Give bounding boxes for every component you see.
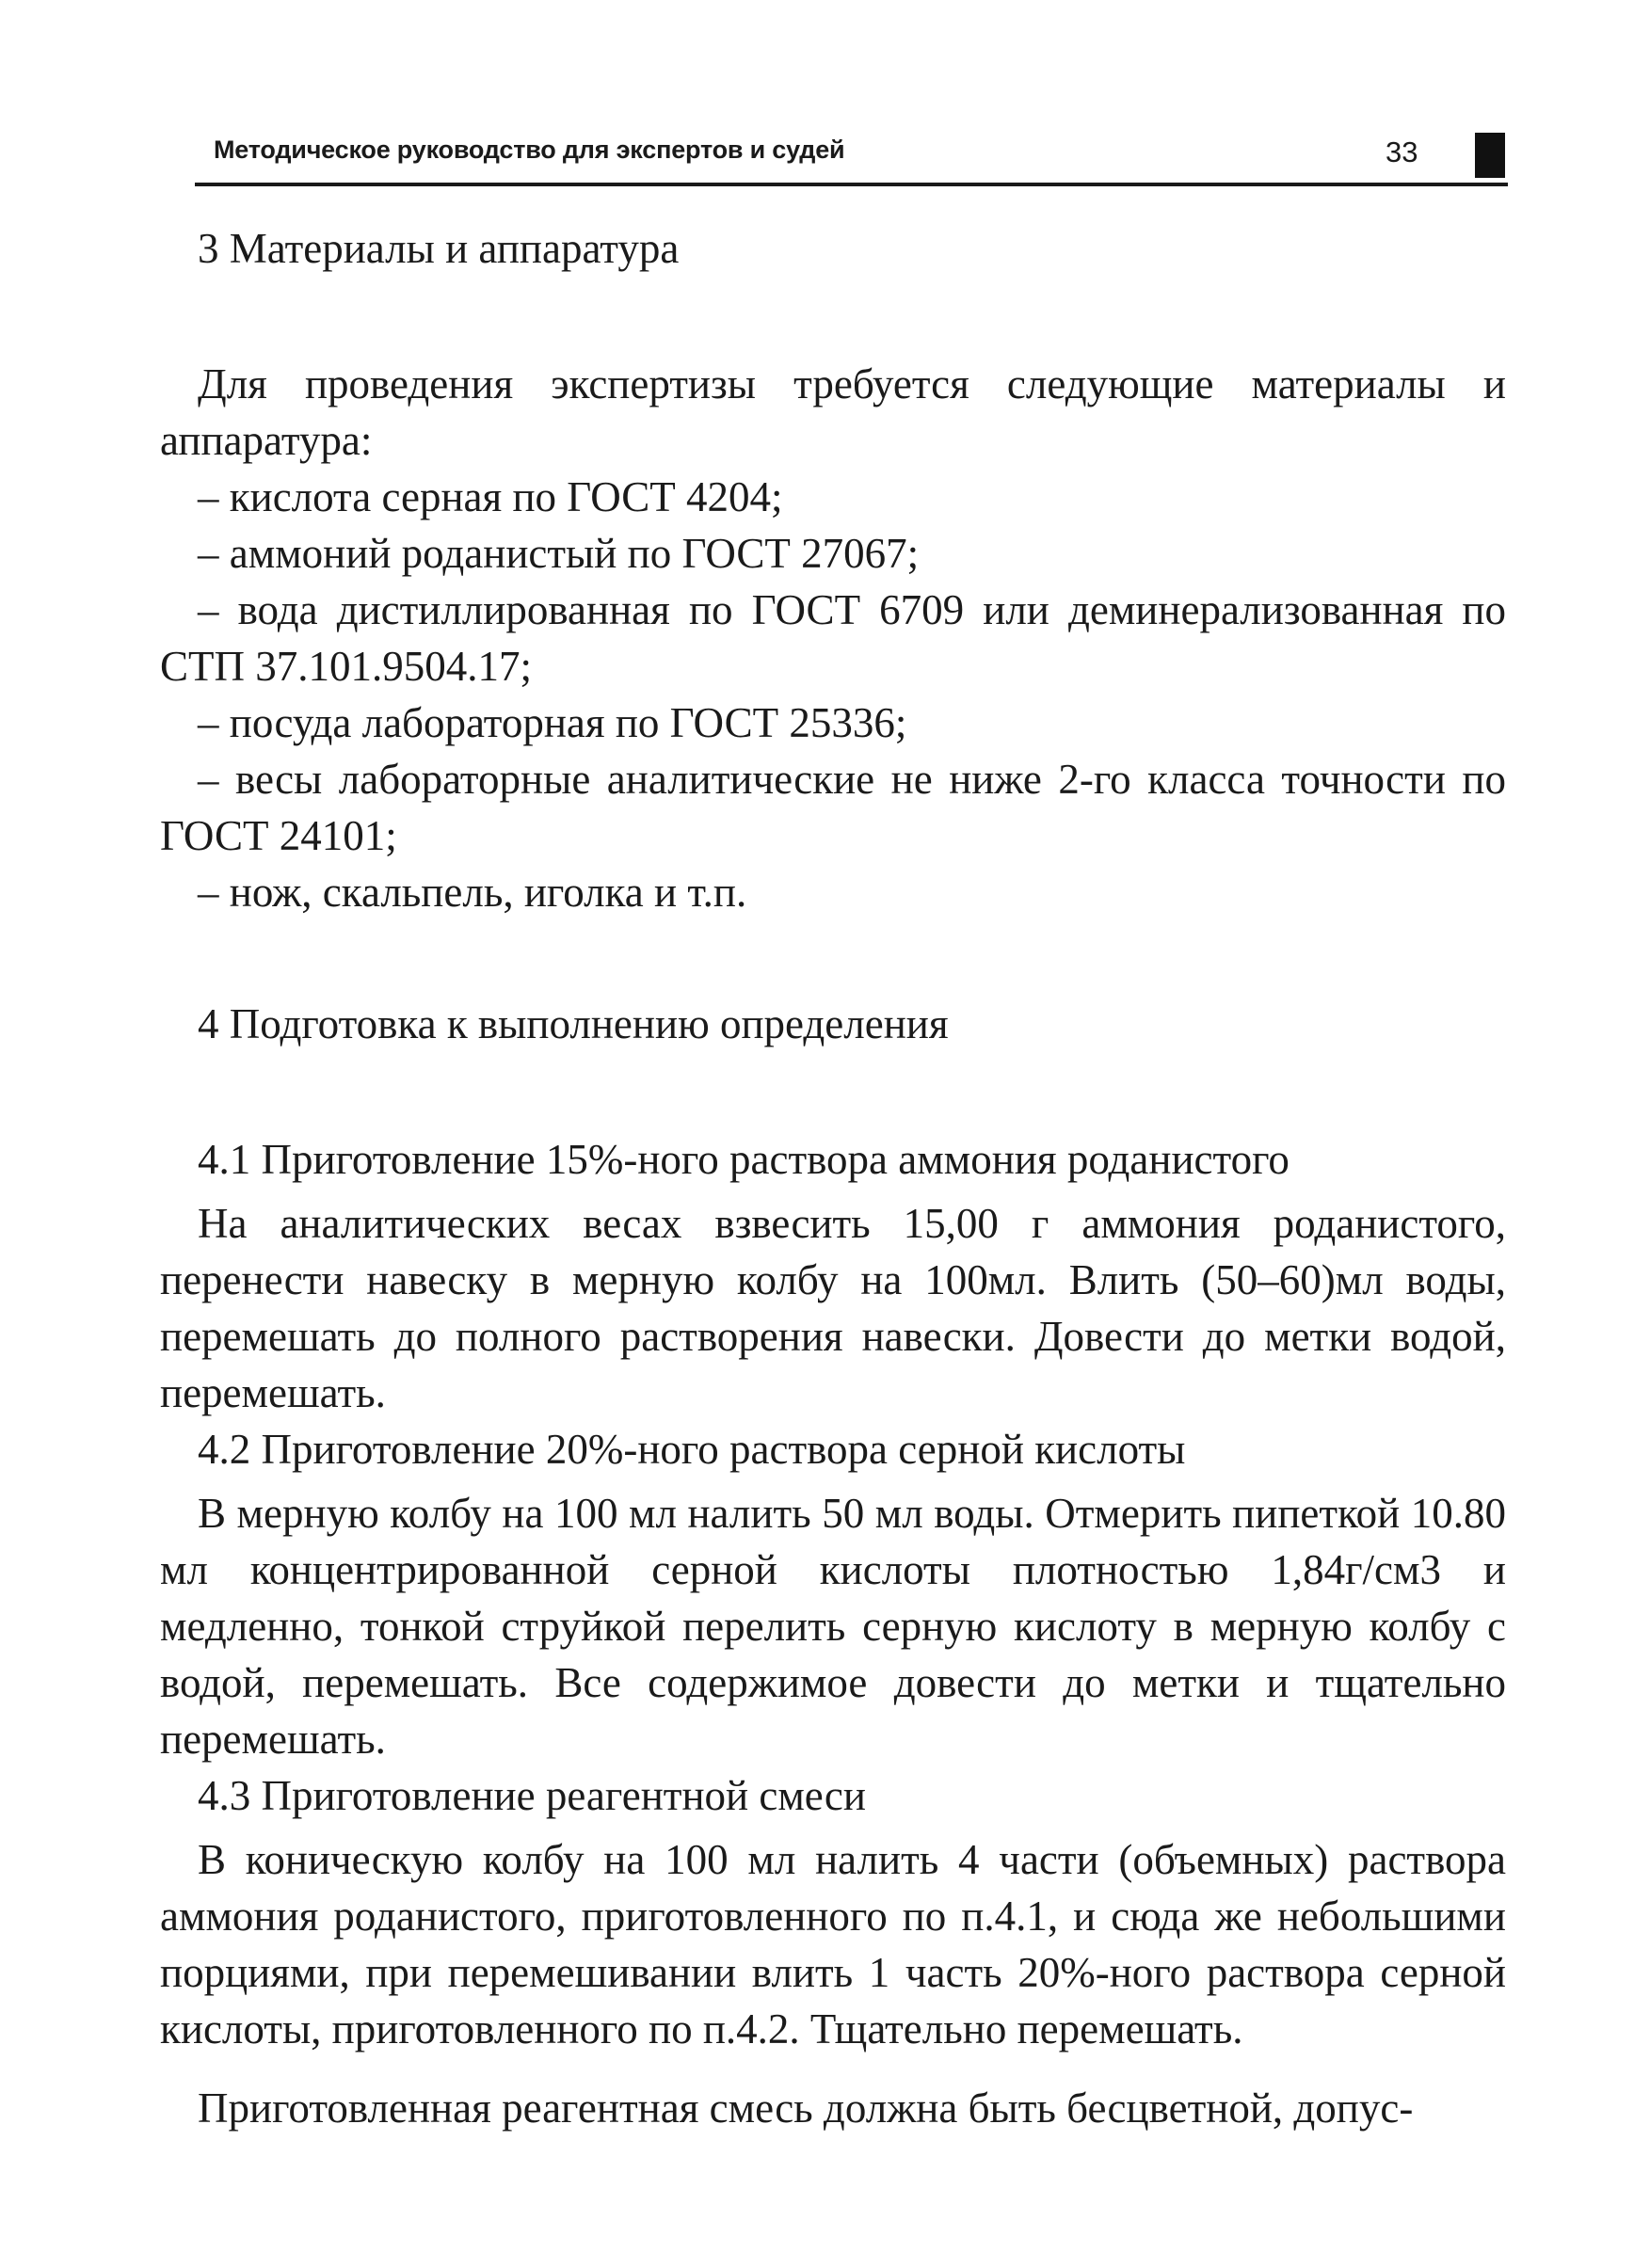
subsection-4-2-heading: 4.2 Приготовление 20%-ного раствора серной кислоты <box>198 1426 1186 1473</box>
subsection-4-3-text: В коническую колбу на 100 мл налить 4 части (объемных) раствора аммония роданистого, приготовленного по п.4.1, и сюда же небольшими порциями, при перемешивании влить 1 часть 20%-ного раствора серной кислоты, приготовленного по п.4.2. Тщательно перемешать. <box>160 1836 1506 2052</box>
materials-list-item: – нож, скальпель, иголка и т.п. <box>198 869 747 916</box>
running-header-title: Методическое руководство для экспертов и судей <box>214 136 845 164</box>
final-paragraph: Приготовленная реагентная смесь должна быть бесцветной, допус- <box>198 2084 1414 2132</box>
running-header <box>195 130 1508 186</box>
materials-list-item: – весы лабораторные аналитические не ниже 2-го класса точности по ГОСТ 24101; <box>160 756 1506 859</box>
section-4-heading: 4 Подготовка к выполнению определения <box>198 1000 949 1047</box>
section-3-intro: Для проведения экспертизы требуется следующие материалы и аппаратура: <box>160 360 1506 464</box>
subsection-4-1-heading: 4.1 Приготовление 15%-ного раствора аммония роданистого <box>198 1136 1290 1183</box>
thumb-index-mark <box>1475 133 1505 178</box>
subsection-4-1-text: На аналитических весах взвесить 15,00 г аммония роданистого, перенести навеску в мерную колбу на 100мл. Влить (50–60)мл воды, перемешать до полного растворения навески. Довести до метки водой, перемешать. <box>160 1200 1506 1416</box>
materials-list-item: – вода дистиллированная по ГОСТ 6709 или деминерализованная по СТП 37.101.9504.17; <box>160 586 1506 690</box>
subsection-4-2-text: В мерную колбу на 100 мл налить 50 мл воды. Отмерить пипеткой 10.80 мл концентрированной серной кислоты плотностью 1,84г/см3 и медленно, тонкой струйкой перелить серную кислоту в мерную колбу с водой, перемешать. Все содержимое довести до метки и тщательно перемешать. <box>160 1490 1506 1763</box>
materials-list-item: – посуда лабораторная по ГОСТ 25336; <box>198 699 907 746</box>
subsection-4-3-heading: 4.3 Приготовление реагентной смеси <box>198 1772 866 1819</box>
materials-list-item: – аммоний роданистый по ГОСТ 27067; <box>198 530 920 577</box>
materials-list-item: – кислота серная по ГОСТ 4204; <box>198 473 783 520</box>
section-3-heading: 3 Материалы и аппаратура <box>198 225 680 272</box>
page-number: 33 <box>1386 136 1418 168</box>
page-body <box>160 220 1506 2136</box>
